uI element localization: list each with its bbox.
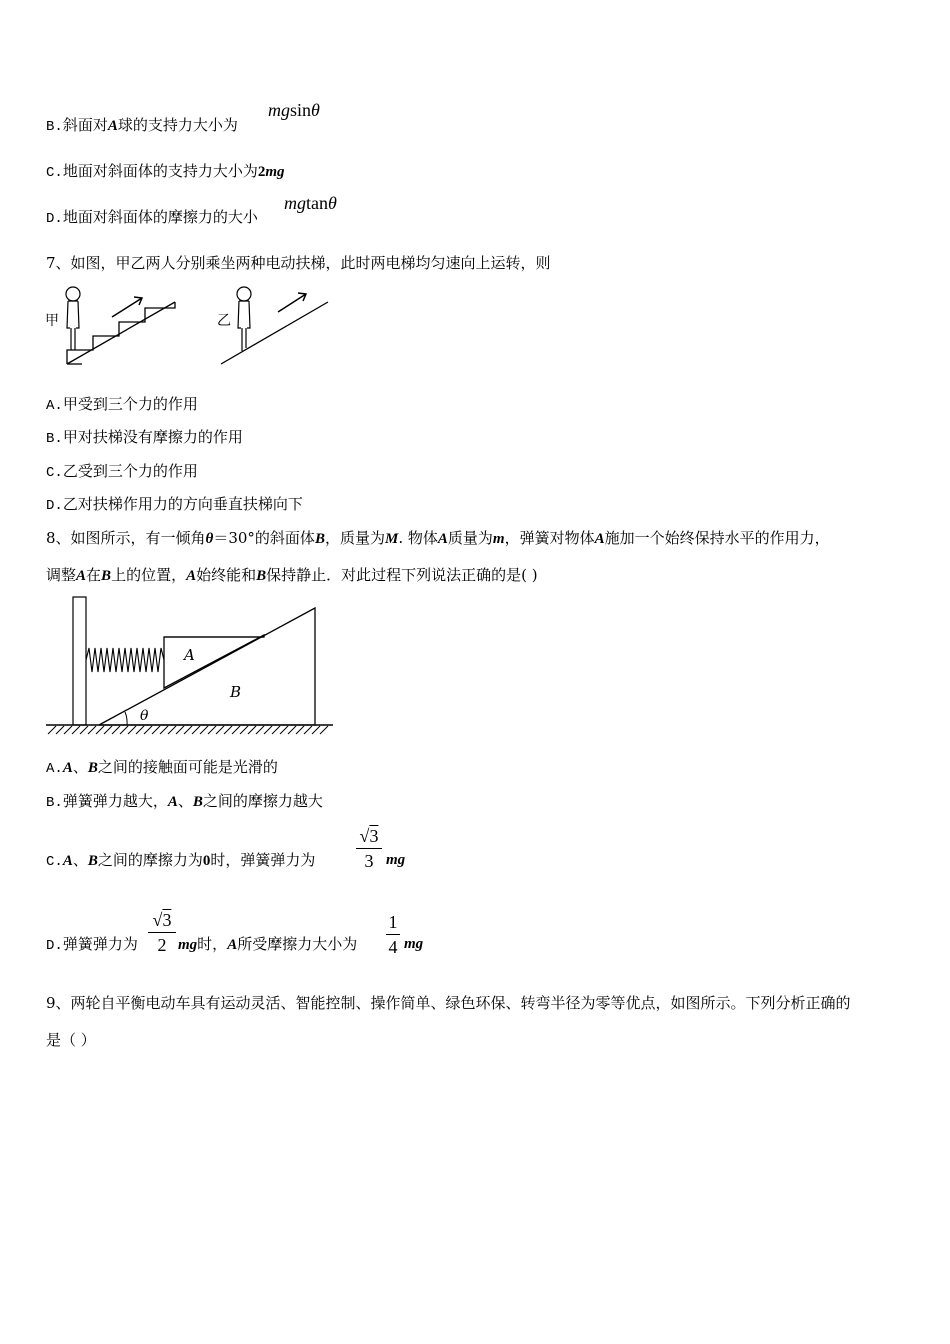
option-label: D. xyxy=(46,938,63,954)
q8-stem-line1: 8、如图所示，有一倾角θ＝30°的斜面体B，质量为M. 物体A质量为m，弹簧对物体A施加一个始终保持水平的作用力， xyxy=(46,529,830,547)
incline-spring-figure xyxy=(42,594,337,744)
label-yi: 乙 xyxy=(217,313,231,329)
spring xyxy=(86,648,164,672)
label-a: A xyxy=(184,646,195,664)
q8-option-c: C.A、B之间的摩擦力为0时，弹簧弹力为 xyxy=(46,851,316,870)
q8-option-b: B.弹簧弹力越大，A、B之间的摩擦力越大 xyxy=(46,792,323,811)
option-label: C. xyxy=(46,465,63,481)
person-jia-icon xyxy=(66,287,80,350)
fraction-1-over-4: 1 4 xyxy=(386,911,400,958)
q6-option-d: D.地面对斜面体的摩擦力的大小 xyxy=(46,208,258,227)
q7-option-c: C.乙受到三个力的作用 xyxy=(46,462,198,481)
option-label: A. xyxy=(46,398,63,414)
q6-option-c: C.地面对斜面体的支持力大小为2mg xyxy=(46,162,285,181)
option-label: D. xyxy=(46,498,63,514)
q8-stem-line2: 调整A在B上的位置，A始终能和B保持静止．对此过程下列说法正确的是( ) xyxy=(46,566,538,584)
q7-option-d: D.乙对扶梯作用力的方向垂直扶梯向下 xyxy=(46,495,303,514)
option-label: C. xyxy=(46,854,63,870)
ground-hatching xyxy=(48,726,328,734)
label-b: B xyxy=(230,683,242,701)
escalator-figure xyxy=(44,284,344,374)
q8-option-d: D.弹簧弹力为 xyxy=(46,935,138,954)
fraction-sqrt3-over-3: √3 3 xyxy=(356,825,382,872)
q6-option-b: B.斜面对A球的支持力大小为 xyxy=(46,116,238,135)
label-theta: θ xyxy=(140,708,149,724)
incline-block-b xyxy=(99,608,315,725)
angle-arc xyxy=(125,712,127,725)
label-jia: 甲 xyxy=(45,313,59,329)
q7-option-b: B.甲对扶梯没有摩擦力的作用 xyxy=(46,428,243,447)
q8-option-d-mid: mg时，A所受摩擦力大小为 xyxy=(178,935,358,953)
q9-stem-line2: 是（ ） xyxy=(46,1031,96,1049)
block-a xyxy=(164,635,264,688)
formula-mg-sin-theta: mgsinθ xyxy=(268,100,320,120)
option-label: D. xyxy=(46,211,63,227)
option-label: B. xyxy=(46,431,63,447)
q8-option-a: A.A、B之间的接触面可能是光滑的 xyxy=(46,758,278,777)
q7-option-a: A.甲受到三个力的作用 xyxy=(46,395,198,414)
arrow-up-right-icon xyxy=(278,293,306,312)
q8-option-c-unit: mg xyxy=(386,852,406,868)
fraction-sqrt3-over-2: √3 2 xyxy=(148,909,176,956)
formula-mg-tan-theta: mgtanθ xyxy=(284,193,337,213)
option-label: C. xyxy=(46,165,63,181)
arrow-up-right-icon xyxy=(112,297,142,317)
option-label: A. xyxy=(46,761,63,777)
q8-option-d-unit: mg xyxy=(404,936,424,952)
option-label: B. xyxy=(46,795,63,811)
flat-escalator xyxy=(221,302,328,364)
person-yi-icon xyxy=(237,287,251,351)
q7-stem: 7、如图，甲乙两人分别乘坐两种电动扶梯，此时两电梯均匀速向上运转，则 xyxy=(46,254,551,272)
option-label: B. xyxy=(46,119,63,135)
q9-stem-line1: 9、两轮自平衡电动车具有运动灵活、智能控制、操作简单、绿色环保、转弯半径为零等优点，如图所示。下列分析正确的 xyxy=(46,994,851,1012)
wall xyxy=(73,597,86,725)
